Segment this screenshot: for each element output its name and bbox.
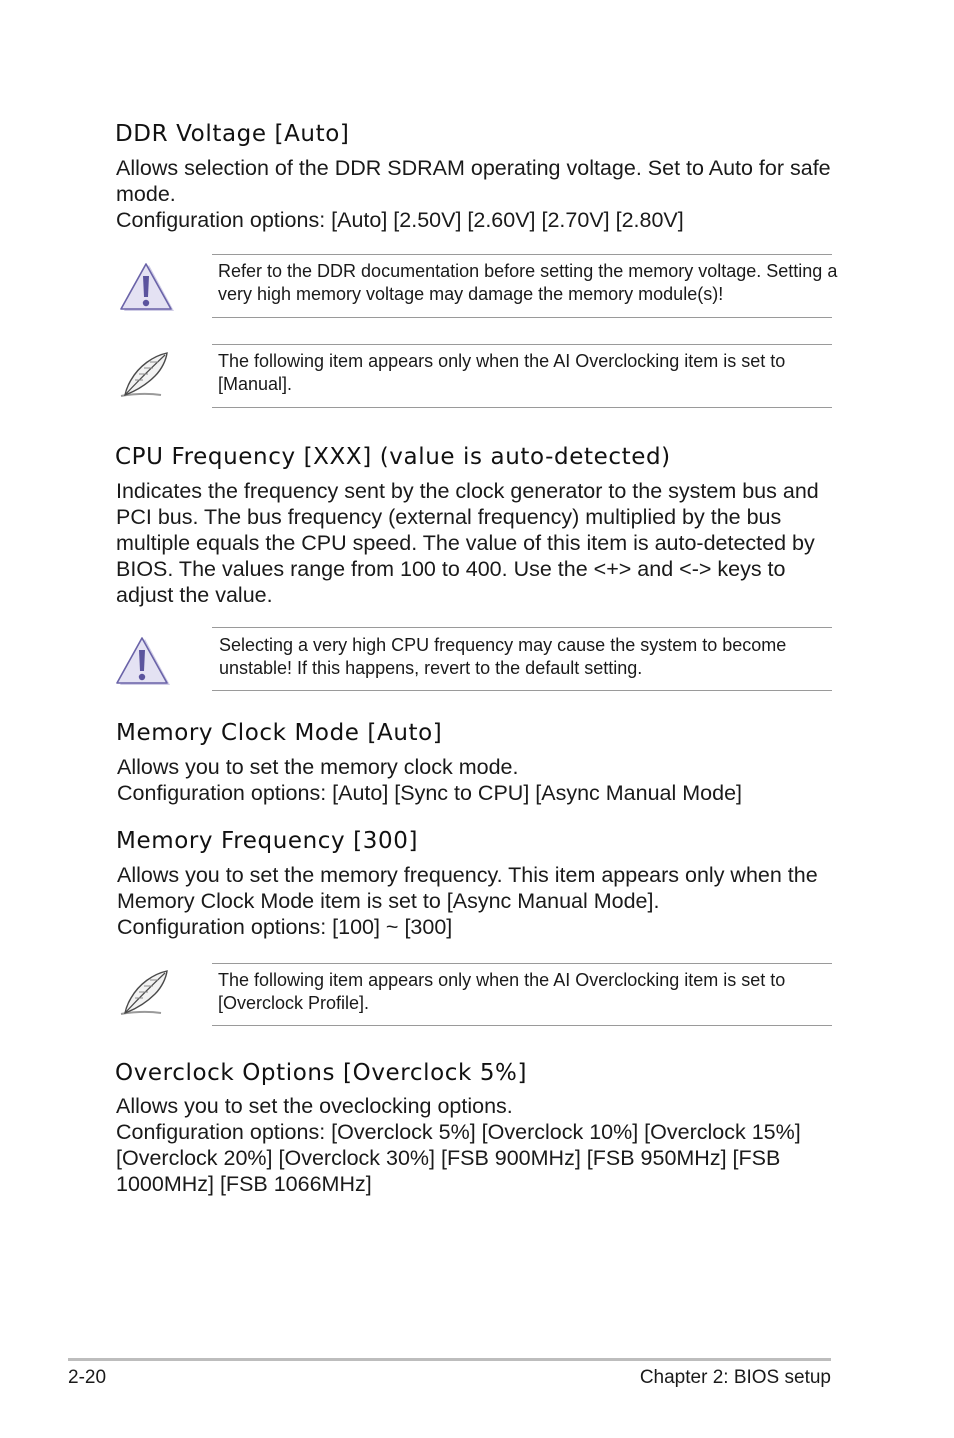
ddr-voltage-options: Configuration options: [Auto] [2.50V] [2.60V] [2.70V] [2.80V] [116, 208, 684, 232]
overclock-options-body [116, 1093, 831, 1197]
cpu-warning-text: Selecting a very high CPU frequency may cause the system to become unstable! If this happens, revert to the default setting. [219, 635, 787, 678]
ddr-voltage-description: Allows selection of the DDR SDRAM operating voltage. Set to Auto for safe mode. [116, 156, 831, 206]
note-top-rule [212, 963, 832, 964]
warning-triangle-icon [118, 262, 176, 314]
footer-rule [68, 1358, 831, 1361]
memory-frequency-heading: Memory Frequency [300] [116, 828, 419, 854]
warning-triangle-icon [114, 636, 172, 688]
memory-clock-mode-heading: Memory Clock Mode [Auto] [116, 720, 443, 746]
ddr-voltage-body [116, 155, 831, 233]
note-bottom-rule [212, 1025, 832, 1026]
ddr-voltage-heading: DDR Voltage [Auto] [115, 121, 350, 147]
memory-clock-mode-body [117, 754, 832, 806]
memory-frequency-body [117, 862, 832, 940]
overclock-options-description: Allows you to set the oveclocking options. [116, 1094, 513, 1118]
ddr-warning-text: Refer to the DDR documentation before setting the memory voltage. Setting a very high memory voltage may damage the memory module(s)! [218, 261, 838, 304]
overclock-options-heading: Overclock Options [Overclock 5%] [115, 1060, 528, 1086]
memory-frequency-options: Configuration options: [100] ~ [300] [117, 915, 453, 939]
cpu-frequency-description: Indicates the frequency sent by the clock generator to the system bus and PCI bus. The bus frequency (external frequency) multiplied by the bus multiple equals the CPU speed. The value of this item is auto-detected by BIOS. The values range from 100 to 400. Use the <+> and <-> keys to adjust the value. [116, 479, 819, 607]
overclock-options-list: Configuration options: [Overclock 5%] [Overclock 10%] [Overclock 15%] [Overclock 20%] [Overclock 30%] [FSB 900MHz] [FSB 950MHz] [FSB 1000MHz] [FSB 1066MHz] [116, 1120, 801, 1196]
profile-note-text: The following item appears only when the AI Overclocking item is set to [Overclock Profile]. [218, 970, 786, 1013]
feather-pen-icon [117, 350, 173, 400]
page-number: 2-20 [68, 1367, 107, 1388]
note-top-rule [212, 344, 832, 345]
chapter-title: Chapter 2: BIOS setup [639, 1367, 831, 1388]
memory-clock-mode-options: Configuration options: [Auto] [Sync to CPU] [Async Manual Mode] [117, 781, 743, 805]
note-bottom-rule [212, 407, 832, 408]
cpu-frequency-body [116, 478, 831, 608]
manual-note-text: The following item appears only when the AI Overclocking item is set to [Manual]. [218, 351, 786, 394]
cpu-frequency-heading: CPU Frequency [XXX] (value is auto-detected) [115, 444, 671, 470]
memory-clock-mode-description: Allows you to set the memory clock mode. [117, 755, 519, 779]
memory-frequency-description: Allows you to set the memory frequency. This item appears only when the Memory Clock Mode item is set to [Async Manual Mode]. [117, 863, 818, 913]
note-bottom-rule [212, 690, 832, 691]
note-top-rule [212, 254, 832, 255]
feather-pen-icon [117, 968, 173, 1018]
note-top-rule [212, 627, 832, 628]
note-bottom-rule [212, 317, 832, 318]
